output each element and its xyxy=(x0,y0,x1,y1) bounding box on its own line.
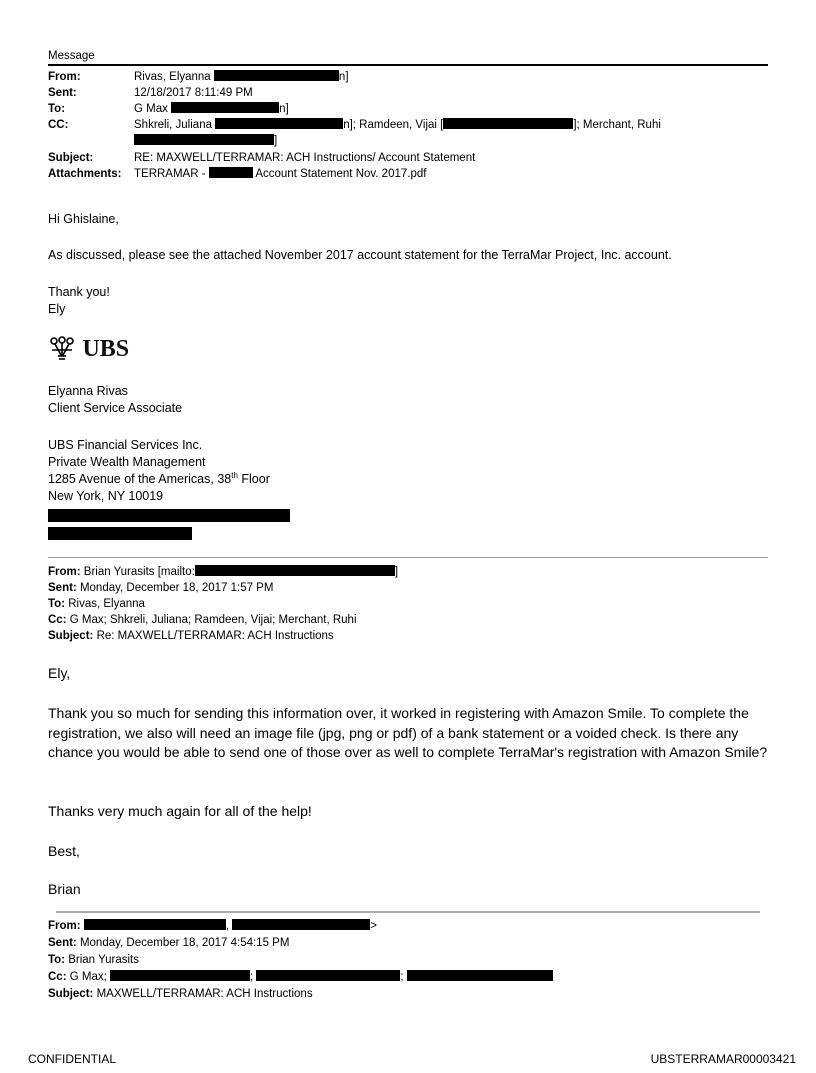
email2-subject-row: Subject: Re: MAXWELL/TERRAMAR: ACH Instructions xyxy=(48,630,334,642)
to-value: G Max xyxy=(134,103,168,115)
signature-address: 1285 Avenue of the Americas, 38th Floor xyxy=(48,470,270,486)
email3-subject-row: Subject: MAXWELL/TERRAMAR: ACH Instructions xyxy=(48,988,313,1000)
cc-value-1: Shkreli, Juliana xyxy=(134,119,212,131)
email3-to-row: To: Brian Yurasits xyxy=(48,954,139,966)
email2-to-row: To: Rivas, Elyanna xyxy=(48,598,145,610)
greeting: Hi Ghislaine, xyxy=(48,212,119,226)
sent-value: 12/18/2017 8:11:49 PM xyxy=(134,87,253,99)
from-tail: n] xyxy=(338,71,349,83)
cc-row xyxy=(48,118,748,133)
email2-sent-row: Sent: Monday, December 18, 2017 1:57 PM xyxy=(48,582,274,594)
signature-city: New York, NY 10019 xyxy=(48,489,164,503)
cc-tail: ] xyxy=(274,135,278,147)
ubs-logo-text: UBS xyxy=(82,336,130,362)
sent-row xyxy=(48,86,748,101)
redaction-block xyxy=(48,509,290,522)
subject-value: RE: MAXWELL/TERRAMAR: ACH Instructions/ Account Statement xyxy=(134,152,476,164)
to-label: To: xyxy=(48,103,66,115)
redaction-block xyxy=(232,919,370,930)
redaction-block xyxy=(84,919,226,930)
redaction-block xyxy=(48,527,192,540)
from-row xyxy=(48,70,748,85)
redaction-block xyxy=(407,970,553,981)
signoff-line: Ely xyxy=(48,302,66,316)
redaction-block xyxy=(215,118,343,129)
to-row xyxy=(48,102,748,117)
email2-cc-row: Cc: G Max; Shkreli, Juliana; Ramdeen, Vijai; Merchant, Ruhi xyxy=(48,614,357,626)
from-value: Rivas, Elyanna xyxy=(134,71,211,83)
email2-paragraph: Thank you so much for sending this information over, it worked in registering with Amazon Smile. To complete the registration, we also will need an image file (jpg, png or pdf) of a bank statement or a voided check. Is there any chance you would be able to send one of those over as well to complete TerraMar's registration with Amazon Smile? xyxy=(48,705,768,760)
redaction-block xyxy=(134,134,274,145)
email3-sent-row: Sent: Monday, December 18, 2017 4:54:15 PM xyxy=(48,937,290,949)
redaction-block xyxy=(256,970,400,981)
email3-cc-row: Cc: G Max; ; ; xyxy=(48,970,553,984)
cc-value-2: n]; Ramdeen, Vijai [ xyxy=(343,119,444,131)
footer-bates-number: UBSTERRAMAR00003421 xyxy=(650,1052,796,1066)
attachments-row xyxy=(48,167,748,182)
from-label: From: xyxy=(48,71,81,83)
signature-title: Client Service Associate xyxy=(48,401,183,415)
signature-name: Elyanna Rivas xyxy=(48,384,128,398)
redaction-block xyxy=(209,167,253,178)
cc-value-3: ]; Merchant, Ruhi xyxy=(573,119,661,131)
email2-thanks: Thanks very much again for all of the help! xyxy=(48,803,312,819)
body-paragraph: As discussed, please see the attached November 2017 account statement for the TerraMar Project, Inc. account. xyxy=(48,248,672,262)
footer-confidential: CONFIDENTIAL xyxy=(28,1052,117,1066)
separator-line xyxy=(56,911,760,913)
attachment-file[interactable]: TERRAMAR - Account Statement Nov. 2017.pdf xyxy=(134,168,427,180)
email2-best: Best, xyxy=(48,843,80,859)
to-tail: n] xyxy=(279,103,289,115)
email2-from-row: From: Brian Yurasits [mailto: ] xyxy=(48,566,399,578)
redaction-block xyxy=(195,565,395,576)
separator-line xyxy=(48,557,768,558)
email3-from-row: From: , > xyxy=(48,920,377,932)
email2-name: Brian xyxy=(48,881,81,897)
email2-greeting: Ely, xyxy=(48,665,71,681)
redaction-block xyxy=(110,970,250,981)
signature-company: UBS Financial Services Inc. xyxy=(48,438,203,452)
header-rule xyxy=(48,64,768,66)
subject-row xyxy=(48,151,748,166)
cc-label: CC: xyxy=(48,119,69,131)
ubs-logo xyxy=(48,336,129,364)
cc-row-continued xyxy=(48,134,748,149)
redaction-block xyxy=(171,102,279,113)
redaction-block xyxy=(443,118,573,129)
message-label: Message xyxy=(48,50,95,62)
thanks-line: Thank you! xyxy=(48,285,110,299)
redaction-block xyxy=(214,70,339,81)
ubs-keys-icon xyxy=(48,336,76,362)
subject-label: Subject: xyxy=(48,152,94,164)
attachments-label: Attachments: xyxy=(48,168,122,180)
signature-division: Private Wealth Management xyxy=(48,455,206,469)
sent-label: Sent: xyxy=(48,87,77,99)
